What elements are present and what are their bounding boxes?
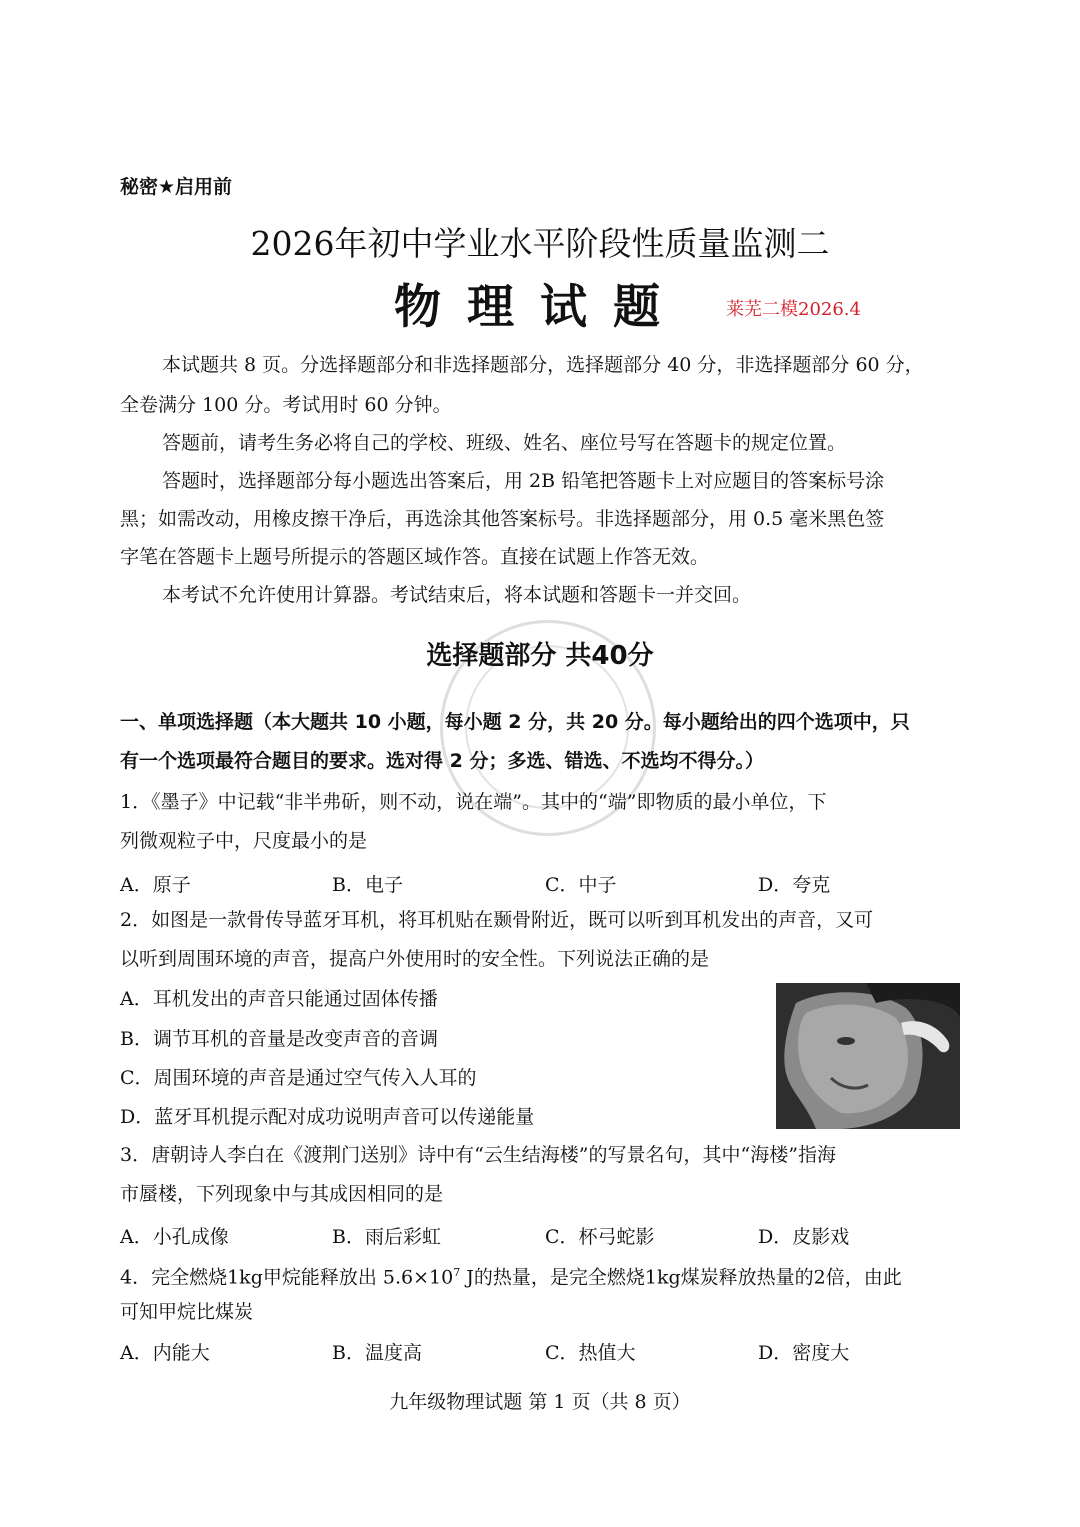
question-4-stem: 可知甲烷比煤炭 xyxy=(120,1301,254,1323)
question-2-stem: 2．如图是一款骨传导蓝牙耳机，将耳机贴在颞骨附近，既可以听到耳机发出的声音，又可 xyxy=(120,909,874,931)
q3-option-b: B．雨后彩虹 xyxy=(332,1226,441,1248)
part-heading: 一、单项选择题（本大题共 10 小题，每小题 2 分，共 20 分。每小题给出的四个选项中，只 xyxy=(120,711,910,733)
subject-title: 物理试题 xyxy=(394,280,686,335)
question-3-stem: 3．唐朝诗人李白在《渡荆门送别》诗中有“云生结海楼”的写景名句，其中“海楼”指海 xyxy=(120,1144,836,1166)
q1-option-b: B．电子 xyxy=(332,874,403,896)
q3-option-c: C．杯弓蛇影 xyxy=(545,1226,655,1248)
q1-option-a: A．原子 xyxy=(120,874,191,896)
q4-option-c: C．热值大 xyxy=(545,1342,636,1364)
instruction-line: 字笔在答题卡上题号所提示的答题区域作答。直接在试题上作答无效。 xyxy=(120,546,710,568)
q4-option-a: A．内能大 xyxy=(120,1342,210,1364)
question-1-stem: 1．《墨子》中记载“非半弗斫，则不动，说在端”。其中的“端”即物质的最小单位，下 xyxy=(120,791,827,813)
q4-stem-part: 4．完全燃烧1kg甲烷能释放出 5.6×10 xyxy=(120,1266,454,1289)
instruction-line: 本考试不允许使用计算器。考试结束后，将本试题和答题卡一并交回。 xyxy=(162,584,752,606)
instruction-line: 答题时，选择题部分每小题选出答案后，用 2B 铅笔把答题卡上对应题目的答案标号涂 xyxy=(162,470,885,492)
q1-option-d: D．夸克 xyxy=(758,874,831,896)
red-stamp-note: 莱芜二模2026.4 xyxy=(726,299,861,320)
q3-option-d: D．皮影戏 xyxy=(758,1226,850,1248)
headphone-photo xyxy=(776,983,960,1129)
question-3-stem: 市蜃楼，下列现象中与其成因相同的是 xyxy=(120,1183,444,1205)
question-1-stem: 列微观粒子中，尺度最小的是 xyxy=(120,830,368,852)
q4-option-b: B．温度高 xyxy=(332,1342,422,1364)
exam-title: 2026年初中学业水平阶段性质量监测二 xyxy=(250,224,830,263)
instruction-line: 答题前，请考生务必将自己的学校、班级、姓名、座位号写在答题卡的规定位置。 xyxy=(162,432,847,454)
part-heading: 有一个选项最符合题目的要求。选对得 2 分；多选、错选、不选均不得分。） xyxy=(120,750,764,772)
question-4-stem xyxy=(120,1253,902,1297)
page-footer: 九年级物理试题 第 1 页（共 8 页） xyxy=(389,1391,691,1413)
q4-option-d: D．密度大 xyxy=(758,1342,850,1364)
q2-option-b: B．调节耳机的音量是改变声音的音调 xyxy=(120,1028,438,1050)
question-2-stem: 以听到周围环境的声音，提高户外使用时的安全性。下列说法正确的是 xyxy=(120,948,710,970)
q2-option-a: A．耳机发出的声音只能通过固体传播 xyxy=(120,988,438,1010)
q4-stem-part: J的热量，是完全燃烧1kg煤炭释放热量的2倍，由此 xyxy=(460,1266,902,1289)
q1-option-c: C．中子 xyxy=(545,874,617,896)
q3-option-a: A．小孔成像 xyxy=(120,1226,229,1248)
q4-exponent: 7 xyxy=(453,1266,461,1279)
instruction-line: 本试题共 8 页。分选择题部分和非选择题部分，选择题部分 40 分，非选择题部分 60 分， xyxy=(162,354,924,376)
q2-option-d: D．蓝牙耳机提示配对成功说明声音可以传递能量 xyxy=(120,1106,535,1128)
confidential-label: 秘密★启用前 xyxy=(120,176,233,198)
section-title: 选择题部分 共40分 xyxy=(426,641,654,671)
q2-option-c: C．周围环境的声音是通过空气传入人耳的 xyxy=(120,1067,477,1089)
instruction-line: 全卷满分 100 分。考试用时 60 分钟。 xyxy=(120,394,452,416)
instruction-line: 黑；如需改动，用橡皮擦干净后，再选涂其他答案标号。非选择题部分，用 0.5 毫米黑色签 xyxy=(120,508,885,530)
